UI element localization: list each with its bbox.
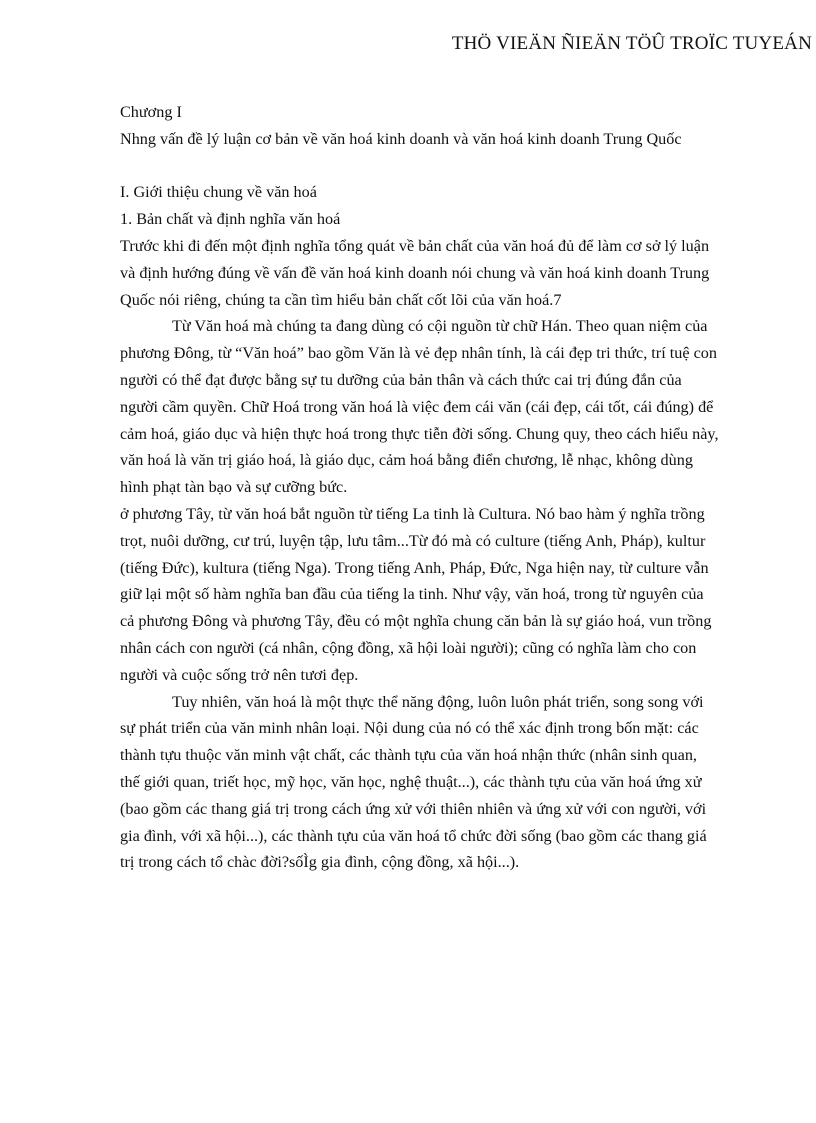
section-heading: I. Giới thiệu chung về văn hoá xyxy=(120,183,317,202)
paragraph-dimensions: Tuy nhiên, văn hoá là một thực thể năng động, luôn luôn phát triển, song song với sự phát triển của văn minh nhân loại. Nội dung của nó có thể xác định trong bốn mặt: các thành tựu thuộc văn minh vật chất, các thành tựu của văn hoá nhận thức (nhân sinh quan, thế giới quan, triết học, mỹ học, văn học, nghệ thuật...), các thành tựu của văn hoá ứng xử (bao gồm các thang giá trị trong cách ứng xử với thiên nhiên và ứng xử với con người, với gia đình, với xã hội...), các thành tựu của văn hoá tổ chức đời sống (bao gồm các thang giá trị trong cách tổ chàc đời?sốÌg gia đình, cộng đồng, xã hội...). xyxy=(120,692,707,872)
spacer xyxy=(120,153,720,180)
paragraph-western-origin: ở phương Tây, từ văn hoá bắt nguồn từ tiếng La tinh là Cultura. Nó bao hàm ý nghĩa trồng trọt, nuôi dưỡng, cư trú, luyện tập, lưu tâm...Từ đó mà có culture (tiếng Anh, Pháp), kultur (tiếng Đức), kultura (tiếng Nga). Trong tiếng Anh, Pháp, Đức, Nga hiện nay, từ culture vẫn giữ lại một số hàm nghĩa ban đầu của tiếng la tinh. Như vậy, văn hoá, trong từ nguyên của cả phương Đông và phương Tây, đều có một nghĩa chung căn bản là sự giáo hoá, vun trồng nhân cách con người (cá nhân, cộng đồng, xã hội loài người); cũng có nghĩa làm cho con người và cuộc sống trở nên tươi đẹp. xyxy=(120,504,712,684)
chapter-label: Chương I xyxy=(120,103,182,121)
subsection-heading: 1. Bản chất và định nghĩa văn hoá xyxy=(120,210,341,229)
paragraph-intro: Trước khi đi đến một định nghĩa tổng quát về bản chất của văn hoá đủ để làm cơ sở lý luận và định hướng đúng về vấn đề văn hoá kinh doanh nói chung và văn hoá kinh doanh Trung Quốc nói riêng, chúng ta cần tìm hiểu bản chất cốt lõi của văn hoá.7 xyxy=(120,236,710,309)
paragraph-eastern-origin: Từ Văn hoá mà chúng ta đang dùng có cội nguồn từ chữ Hán. Theo quan niệm của phương Đông, từ “Văn hoá” bao gồm Văn là vẻ đẹp nhân tính, là cái đẹp tri thức, trí tuệ con người có thể đạt được bằng sự tu dưỡng của bản thân và cách thức cai trị đúng đắn của người cầm quyền. Chữ Hoá trong văn hoá là việc đem cái văn (cái đẹp, cái tốt, cái đúng) để cảm hoá, giáo dục và hiện thực hoá trong thực tiễn đời sống. Chung quy, theo cách hiểu này, văn hoá là văn trị giáo hoá, là giáo dục, cảm hoá bằng điển chương, lễ nhạc, không dùng hình phạt tàn bạo và sự cưỡng bức. xyxy=(120,317,719,497)
document-body xyxy=(120,99,720,876)
chapter-title: Nhng vấn đề lý luận cơ bản về văn hoá kinh doanh và văn hoá kinh doanh Trung Quốc xyxy=(120,129,682,148)
running-header: THÖ VIEÄN ÑIEÄN TÖÛ TROÏC TUYEÁN xyxy=(451,33,812,54)
